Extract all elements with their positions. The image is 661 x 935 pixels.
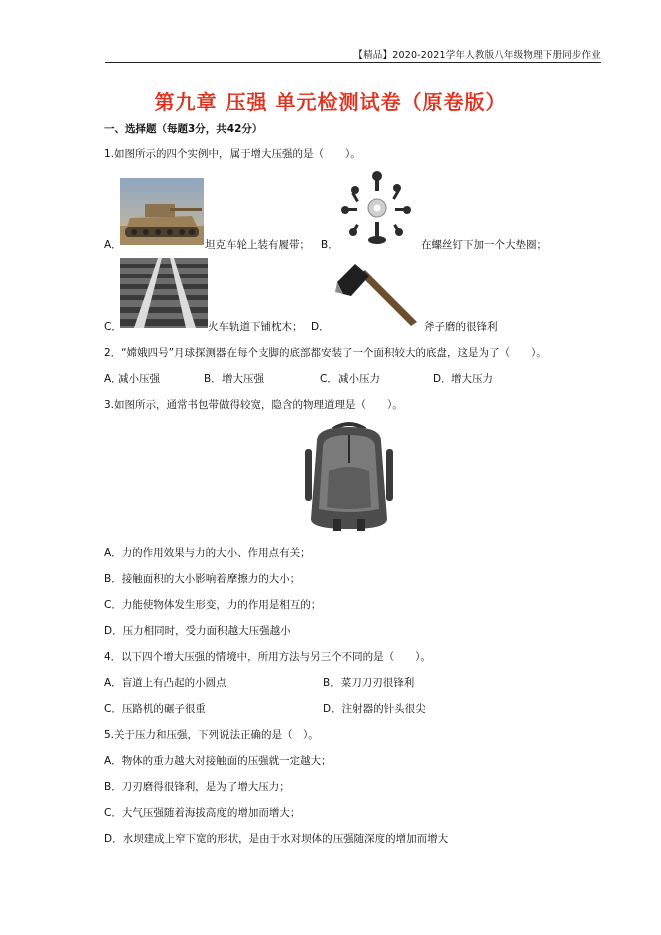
option-3a-letter: A． [104, 547, 122, 559]
backpack-image [303, 419, 395, 534]
question-4-stem: 4．以下四个增大压强的情境中，所用方法与另三个不同的是（ ）。 [104, 651, 431, 663]
option-1c-letter: C． [104, 321, 122, 333]
option-4c-letter: C． [104, 703, 122, 715]
option-2b-letter: B． [204, 373, 222, 385]
option-5d [104, 831, 448, 846]
option-4d [323, 701, 426, 716]
option-2c-letter: C． [320, 373, 338, 385]
option-2b-text: 增大压强 [222, 373, 264, 385]
option-4a-text: 盲道上有凸起的小圆点 [121, 677, 227, 689]
screws-washer-image [333, 166, 419, 250]
option-4c [104, 701, 206, 716]
option-5b [104, 779, 290, 794]
option-5c-letter: C． [104, 807, 122, 819]
option-4c-text: 压路机的碾子很重 [121, 703, 206, 715]
option-5b-letter: B． [104, 781, 122, 793]
option-1b-letter: B． [321, 239, 339, 251]
option-5b-text: 刀刃磨得很锋利，是为了增大压力； [121, 781, 290, 793]
question-2-stem: 2．“嫦娥四号”月球探测器在每个支脚的底部都安装了一个面积较大的底盘，这是为了（ ）。 [104, 347, 547, 359]
option-4a-letter: A． [104, 677, 122, 689]
option-1d-text: 斧子磨的很锋利 [424, 321, 498, 333]
option-3c-letter: C． [104, 599, 122, 611]
option-1c-text: 火车轨道下铺枕木； [208, 321, 303, 333]
tank-image [120, 178, 204, 245]
question-3-stem: 3.如图所示，通常书包带做得较宽，隐含的物理道理是（ ）。 [104, 399, 403, 411]
section-heading: 一、选择题（每题3分，共42分） [104, 123, 263, 135]
option-4b-letter: B． [323, 677, 341, 689]
option-5d-letter: D． [104, 833, 123, 845]
option-3d-letter: D． [104, 625, 123, 637]
option-3b-letter: B． [104, 573, 122, 585]
option-3a-text: 力的作用效果与力的大小、作用点有关； [121, 547, 311, 559]
axe-image [333, 260, 425, 332]
option-3a [104, 545, 311, 560]
option-1a-letter: A． [104, 239, 122, 251]
option-5c-text: 大气压强随着海拔高度的增加而增大； [121, 807, 301, 819]
option-5a-letter: A． [104, 755, 122, 767]
option-1d-letter: D． [311, 321, 330, 333]
question-1-stem: 1.如图所示的四个实例中，属于增大压强的是（ ）。 [104, 148, 361, 160]
option-2a-letter: A． [104, 373, 122, 385]
option-5a [104, 753, 332, 768]
page-header: 【精品】2020-2021学年人教版八年级物理下册同步作业 [353, 50, 601, 61]
option-1b-text: 在螺丝钉下加一个大垫圈； [421, 239, 547, 251]
option-3c [104, 597, 321, 612]
option-4b-text: 菜刀刀刃很锋利 [340, 677, 415, 689]
option-4d-text: 注射器的针头很尖 [341, 703, 426, 715]
question-5-stem: 5.关于压力和压强，下列说法正确的是（ ）。 [104, 729, 319, 741]
option-2c-text: 减小压力 [338, 373, 380, 385]
option-4a [104, 675, 227, 690]
option-4d-letter: D． [323, 703, 342, 715]
option-3c-text: 力能使物体发生形变，力的作用是相互的； [121, 599, 322, 611]
page-title: 第九章 压强 单元检测试卷（原卷版） [154, 90, 507, 114]
option-2a-text: 减小压强 [118, 373, 160, 385]
option-2d-letter: D． [433, 373, 452, 385]
option-3d [104, 623, 291, 638]
option-4b [323, 675, 414, 690]
option-5c [104, 805, 300, 820]
header-rule [105, 62, 601, 63]
option-1a-text: 坦克车轮上装有履带； [205, 239, 310, 251]
option-5a-text: 物体的重力越大对接触面的压强就一定越大； [121, 755, 332, 767]
option-3b-text: 接触面积的大小影响着摩擦力的大小； [121, 573, 301, 585]
option-3d-text: 压力相同时，受力面积越大压强越小 [122, 625, 291, 637]
option-2d-text: 增大压力 [451, 373, 493, 385]
option-5d-text: 水坝建成上窄下宽的形状，是由于水对坝体的压强随深度的增加而增大 [122, 833, 449, 845]
option-3b [104, 571, 300, 586]
railway-track-image [120, 258, 208, 328]
